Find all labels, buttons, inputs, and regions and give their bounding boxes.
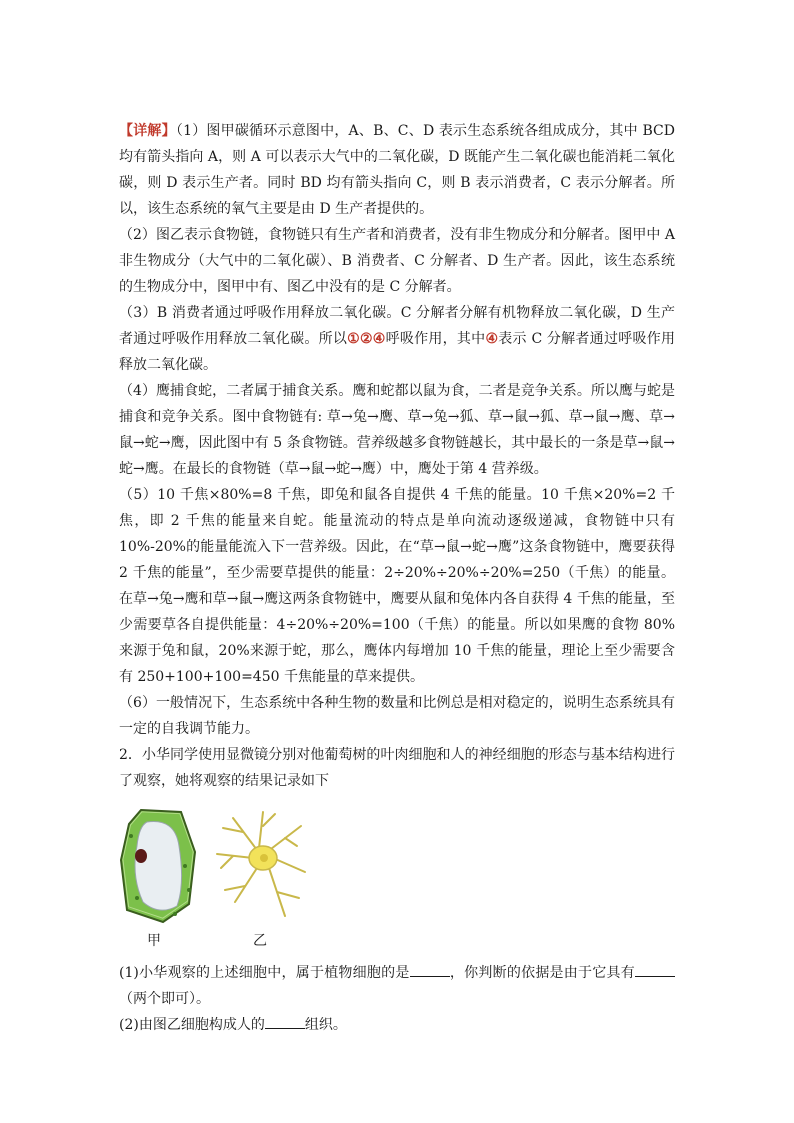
answer-blank-3[interactable] <box>265 1014 305 1029</box>
answer-blank-1[interactable] <box>410 962 450 977</box>
detail-label: 【详解】 <box>119 123 176 139</box>
figure-label-b: 乙 <box>253 933 267 949</box>
neuron-image <box>213 806 309 926</box>
answer-paragraph-6: （6）一般情况下，生态系统中各种生物的数量和比例总是相对稳定的，说明生态系统具有一定的自我调节能力。 <box>119 695 675 737</box>
figure-label-a: 甲 <box>147 933 161 949</box>
question-2-stem: 2．小华同学使用显微镜分别对他葡萄树的叶肉细胞和人的神经细胞的形态与基本结构进行了观察，她将观察的结果记录如下 <box>119 747 675 789</box>
answer-paragraph-3: （3）B 消费者通过呼吸作用释放二氧化碳。C 分解者分解有机物释放二氧化碳，D 生产者通过呼吸作用释放二氧化碳。所以①②④呼吸作用，其中④表示 C 分解者通过呼吸作用释放二氧化碳。 <box>119 305 675 373</box>
circled-numbers: ①②④ <box>347 331 386 347</box>
question-2-part-2: (2)由图乙细胞构成人的 组织。 <box>119 1012 675 1038</box>
answer-paragraph-2: （2）图乙表示食物链，食物链只有生产者和消费者，没有非生物成分和分解者。图甲中 A 非生物成分（大气中的二氧化碳）、B 消费者、C 分解者、D 生产者。因此，该生态系统的生物成分中，图甲中有、图乙中没有的是 C 分解者。 <box>119 227 675 295</box>
document-page <box>119 118 675 1038</box>
plant-cell-image <box>119 806 199 926</box>
answer-paragraph-4: （4）鹰捕食蛇，二者属于捕食关系。鹰和蛇都以鼠为食，二者是竞争关系。所以鹰与蛇是捕食和竞争关系。图中食物链有: 草→兔→鹰、草→兔→狐、草→鼠→狐、草→鼠→鹰、草→鼠→蛇→鹰，因此图中有 5 条食物链。营养级越多食物链越长，其中最长的一条是草→鼠→蛇→鹰。在最长的食物链（草→鼠→蛇→鹰）中，鹰处于第 4 营养级。 <box>119 383 675 477</box>
answer-paragraph-5: （5）10 千焦×80%=8 千焦，即兔和鼠各自提供 4 千焦的能量。10 千焦×20%=2 千焦，即 2 千焦的能量来自蛇。能量流动的特点是单向流动逐级递减，食物链中只有 10%-20%的能量能流入下一营养级。因此，在“草→鼠→蛇→鹰”这条食物链中，鹰要获得 2 千焦的能量”，至少需要草提供的能量：2÷20%÷20%÷20%=250（千焦）的能量。在草→兔→鹰和草→鼠→鹰这两条食物链中，鹰要从鼠和兔体内各自获得 4 千焦的能量，至少需要草各自提供能量：4÷20%÷20%=100（千焦）的能量。所以如果鹰的食物 80%来源于兔和鼠，20%来源于蛇，那么，鹰体内每增加 10 千焦的能量，理论上至少需要含有 250+100+100=450 千焦能量的草来提供。 <box>119 487 675 685</box>
cell-figures <box>119 806 675 954</box>
answer-paragraph-1: 【详解】（1）图甲碳循环示意图中，A、B、C、D 表示生态系统各组成成分，其中 BCD 均有箭头指向 A，则 A 可以表示大气中的二氧化碳，D 既能产生二氧化碳也能消耗二氧化碳，则 D 表示生产者。同时 BD 均有箭头指向 C，则 B 表示消费者，C 表示分解者。所以，该生态系统的氧气主要是由 D 生产者提供的。 <box>119 123 675 217</box>
question-2-part-1: (1)小华观察的上述细胞中，属于植物细胞的是 ，你判断的依据是由于它具有（两个即可）。 <box>119 960 675 1012</box>
answer-blank-2[interactable] <box>635 962 675 977</box>
circled-number-4: ④ <box>485 331 499 347</box>
